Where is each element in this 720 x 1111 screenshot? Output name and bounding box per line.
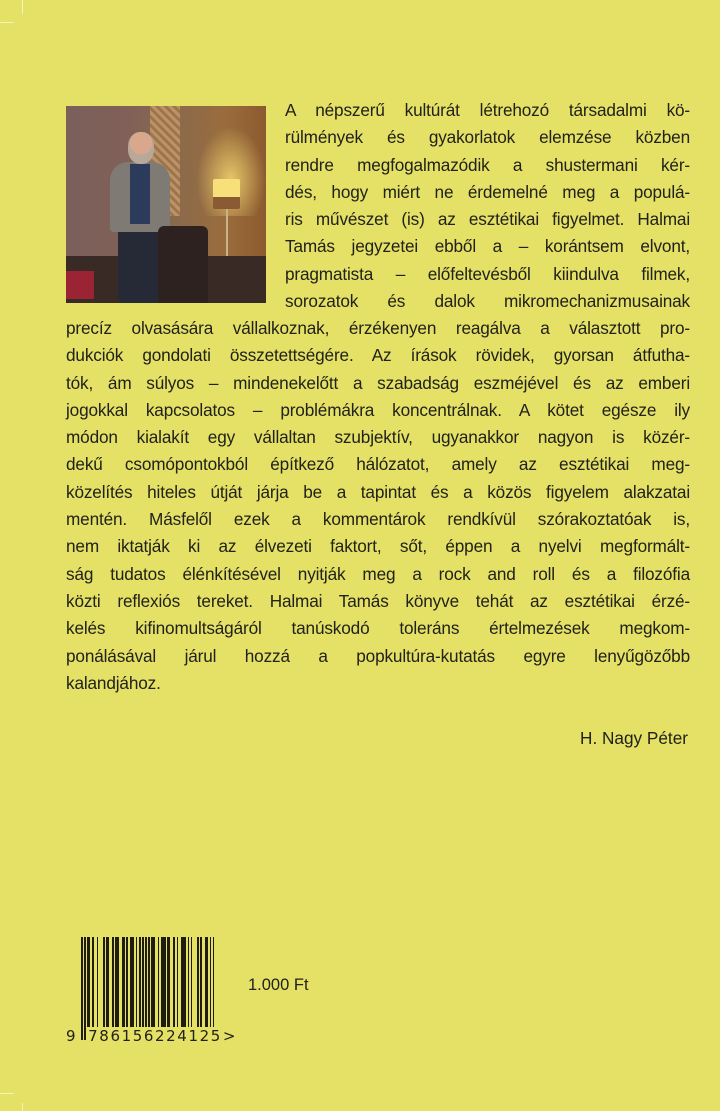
blurb-line: dekű csomópontokból építkező hálózatot, amely az esztétikai meg- bbox=[66, 454, 690, 475]
blurb-line: pragmatista – előfeltevésből kiindulva filmek, bbox=[285, 263, 690, 284]
isbn-digits: 786156224125 bbox=[88, 1027, 222, 1045]
crop-mark-bottom-vertical bbox=[22, 1103, 23, 1111]
blurb-line: ponálásával járul hozzá a popkultúra-kutatás egyre lenyűgözőbb bbox=[66, 645, 690, 666]
blurb-line: rülmények és gyakorlatok elemzése közben bbox=[285, 127, 690, 148]
blurb-line: mentén. Másfelől ezek a kommentárok rendkívül szórakoztatóak is, bbox=[66, 509, 690, 530]
blurb-line: kalandjához. bbox=[66, 672, 161, 693]
blurb-line: dés, hogy miért ne érdemelné meg a populá- bbox=[285, 181, 690, 202]
blurb-line: dukciók gondolati összetettségére. Az írások rövidek, gyorsan átfutha- bbox=[66, 345, 690, 366]
price-label: 1.000 Ft bbox=[248, 976, 309, 994]
crop-mark-bottom-horizontal bbox=[0, 1093, 14, 1094]
blurb-line: közti reflexiós tereket. Halmai Tamás könyve tehát az esztétikai érzé- bbox=[66, 590, 690, 611]
blurb-line: kelés kifinomultságáról tanúskodó toleráns értelmezések megkom- bbox=[66, 618, 690, 639]
blurb-line: precíz olvasására vállalkoznak, érzékenyen reagálva a választott pro- bbox=[66, 318, 690, 338]
blurb-line: tók, ám súlyos – mindenekelőtt a szabadság eszméjével és az emberi bbox=[66, 372, 690, 393]
lamp-icon bbox=[213, 179, 240, 209]
blurb-line: rendre megfogalmazódik a shustermani kér- bbox=[285, 154, 690, 175]
blurb-line: közelítés hiteles útját járja be a tapintat és a közös figyelem alakzatai bbox=[66, 481, 690, 502]
blurb-line: ság tudatos élénkítésével nyitják meg a rock and roll és a filozófia bbox=[66, 563, 690, 584]
isbn-number bbox=[66, 1027, 237, 1045]
author-photo bbox=[66, 106, 266, 303]
blurb-line: Tamás jegyzetei ebből a – korántsem elvont, bbox=[285, 236, 690, 257]
isbn-barcode bbox=[81, 937, 215, 1040]
blurb-author: H. Nagy Péter bbox=[580, 728, 688, 748]
isbn-quiet-zone-marker: > bbox=[222, 1027, 238, 1045]
chair bbox=[158, 226, 208, 303]
person-head bbox=[128, 132, 154, 164]
red-cushion bbox=[66, 271, 94, 299]
blurb-line: nem iktatják ki az élvezeti faktort, sőt, éppen a nyelvi megformált- bbox=[66, 536, 690, 557]
blurb-line: jogokkal kapcsolatos – problémákra koncentrálnak. A kötet egésze ily bbox=[66, 399, 690, 420]
blurb-line: A népszerű kultúrát létrehozó társadalmi kö- bbox=[285, 100, 690, 120]
blurb-line: sorozatok és dalok mikromechanizmusainak bbox=[285, 291, 690, 312]
blurb-paragraph-narrow bbox=[285, 97, 690, 315]
crop-mark-top-vertical bbox=[22, 0, 23, 14]
barcode-bar bbox=[213, 937, 215, 1040]
isbn-first-digit: 9 bbox=[66, 1027, 78, 1045]
blurb-line: ris művészet (is) az esztétikai figyelmet. Halmai bbox=[285, 209, 690, 230]
crop-mark-top-horizontal bbox=[0, 22, 14, 23]
blurb-line: módon kialakít egy vállaltan szubjektív, ugyanakkor nagyon is közér- bbox=[66, 427, 690, 448]
person-shirt bbox=[130, 164, 150, 224]
blurb-paragraph-wide bbox=[66, 315, 690, 697]
